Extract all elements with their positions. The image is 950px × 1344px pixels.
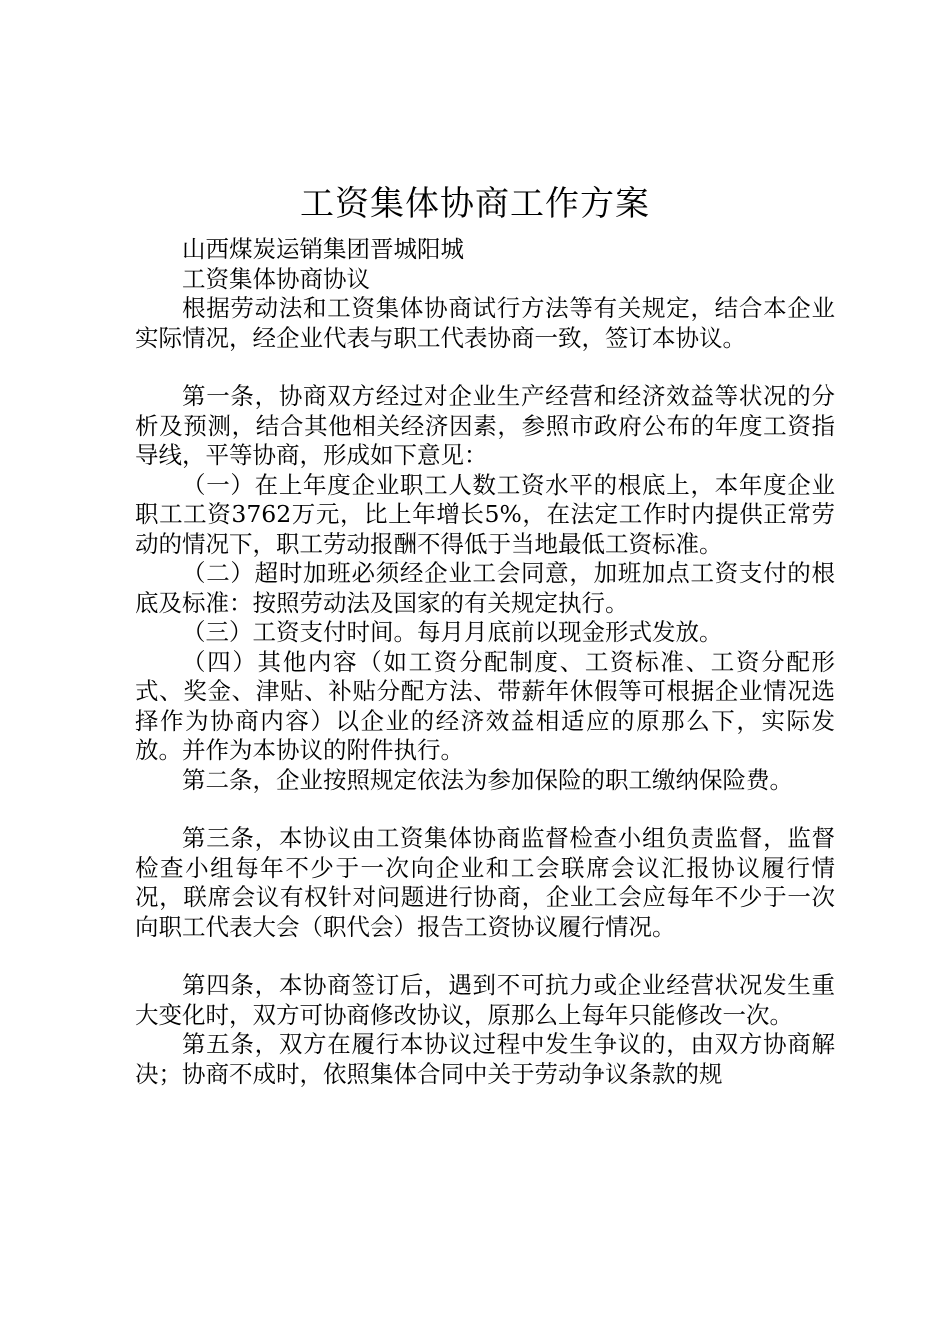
paragraph-agreement-name: 工资集体协商协议 (182, 264, 370, 293)
document-title: 工资集体协商工作方案 (300, 184, 650, 224)
paragraph-article-1-item-3: （三）工资支付时间。每月月底前以现金形式发放。 (182, 618, 723, 646)
document-body (135, 235, 835, 1089)
paragraph-article-4: 第四条，本协商签订后，遇到不可抗力或企业经营状况发生重大变化时，双方可协商修改协议，原那么上每年只能修改一次。 (135, 971, 835, 1029)
paragraph-article-2: 第二条，企业按照规定依法为参加保险的职工缴纳保险费。 (182, 765, 793, 794)
paragraph-article-1-item-1: （一）在上年度企业职工人数工资水平的根底上，本年度企业职工工资3762万元，比上年增长5%，在法定工作时内提供正常劳动的情况下，职工劳动报酬不得低于当地最低工资标准。 (135, 470, 835, 558)
paragraph-article-3: 第三条，本协议由工资集体协商监督检查小组负责监督，监督检查小组每年不少于一次向企业和工会联席会议汇报协议履行情况，联席会议有权针对问题进行协商，企业工会应每年不少于一次向职工代表大会（职代会）报告工资协议履行情况。 (135, 824, 835, 941)
paragraph-preamble: 根据劳动法和工资集体协商试行方法等有关规定，结合本企业实际情况，经企业代表与职工代表协商一致，签订本协议。 (135, 294, 835, 352)
paragraph-article-1-item-4: （四）其他内容（如工资分配制度、工资标准、工资分配形式、奖金、津贴、补贴分配方法、带薪年休假等可根据企业情况选择作为协商内容）以企业的经济效益相适应的原那么下，实际发放。并作为本协议的附件执行。 (135, 647, 835, 764)
paragraph-article-5: 第五条，双方在履行本协议过程中发生争议的，由双方协商解决；协商不成时，依照集体合同中关于劳动争议条款的规 (135, 1030, 835, 1088)
paragraph-article-1: 第一条，协商双方经过对企业生产经营和经济效益等状况的分析及预测，结合其他相关经济因素，参照市政府公布的年度工资指导线，平等协商，形成如下意见： (135, 382, 835, 469)
paragraph-company: 山西煤炭运销集团晋城阳城 (182, 235, 464, 263)
paragraph-article-1-item-2: （二）超时加班必须经企业工会同意，加班加点工资支付的根底及标准：按照劳动法及国家的有关规定执行。 (135, 559, 835, 617)
